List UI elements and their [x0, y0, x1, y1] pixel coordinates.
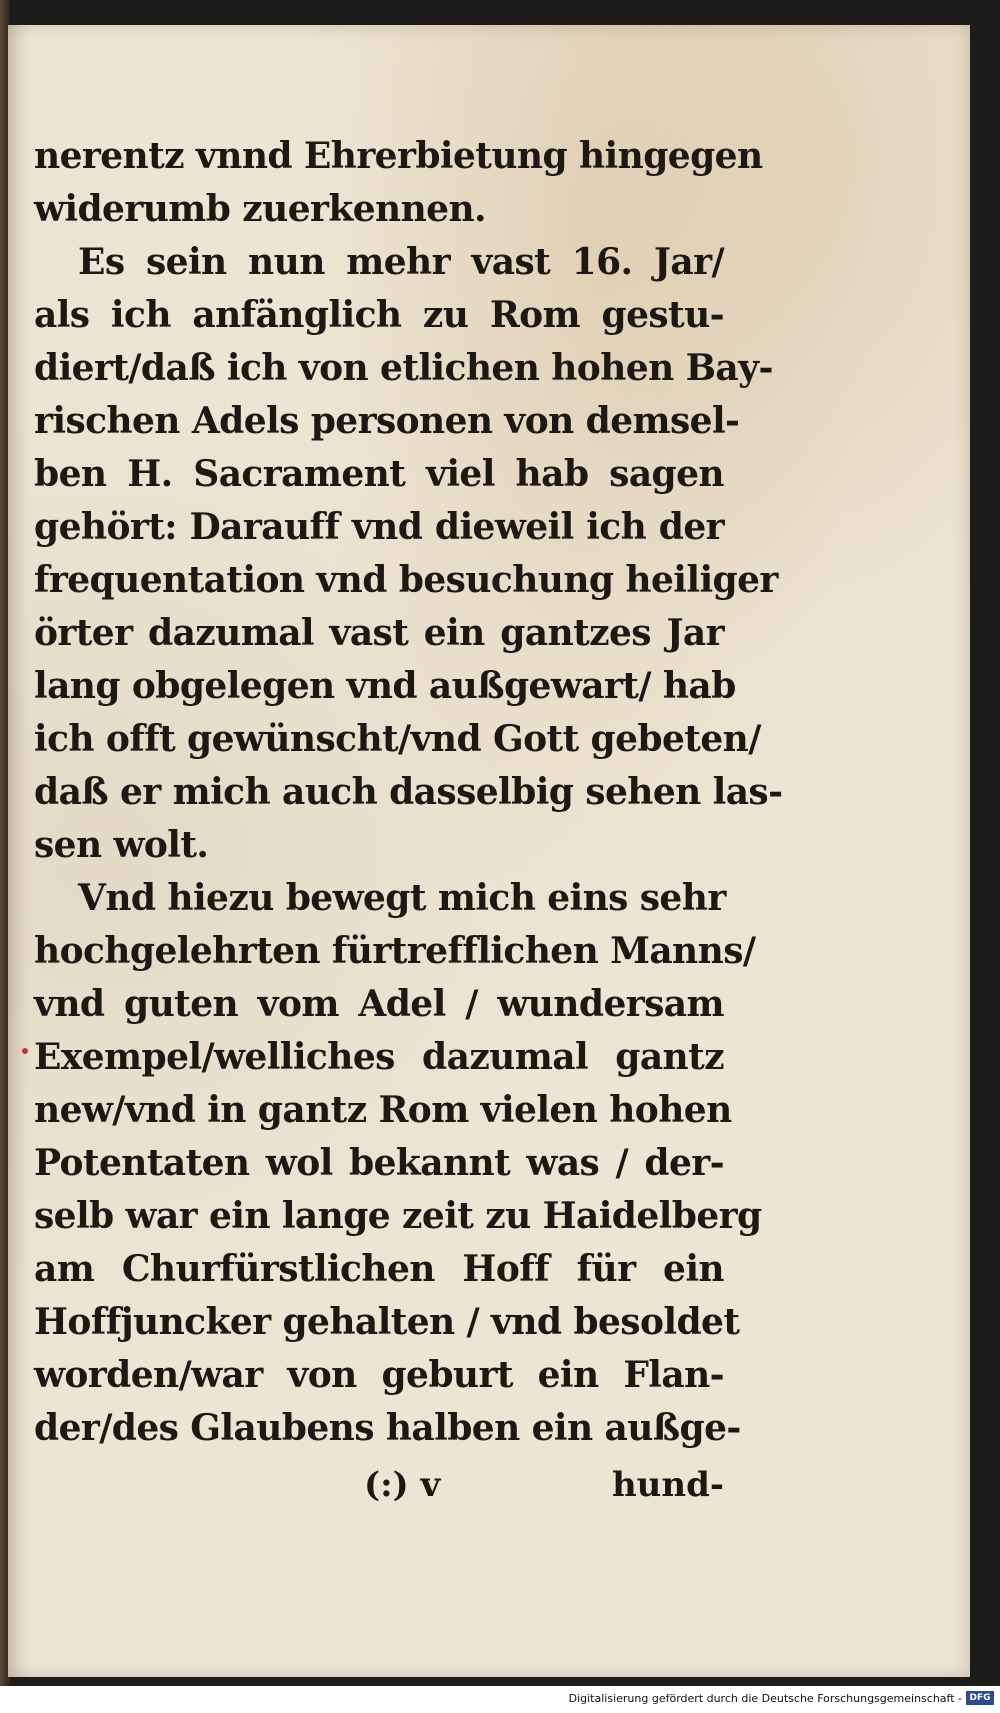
- text-line: daß er mich auch dasselbig sehen las-: [34, 771, 783, 813]
- dfg-logo-icon: DFG: [966, 1691, 994, 1705]
- text-line: new/vnd in gantz Rom vielen hohen: [34, 1089, 732, 1131]
- funding-credit: Digitalisierung gefördert durch die Deutsche Forschungsgemeinschaft -: [568, 1692, 962, 1705]
- text-line: sen wolt.: [34, 824, 209, 866]
- text-line: am Churfürstlichen Hoff für ein: [34, 1248, 724, 1290]
- footer: [0, 1686, 1000, 1713]
- text-line: rischen Adels personen von demsel-: [34, 400, 740, 442]
- text-line: Es sein nun mehr vast 16. Jar/: [78, 241, 724, 283]
- catch-row: [34, 1465, 724, 1515]
- signature-mark: (:) v: [364, 1465, 441, 1505]
- text-line: worden/war von geburt ein Flan-: [34, 1354, 724, 1396]
- text-line: als ich anfänglich zu Rom gestu-: [34, 294, 724, 336]
- text-line: Potentaten wol bekannt was / der-: [34, 1142, 724, 1184]
- text-line: Exempel/welliches dazumal gantz: [34, 1036, 724, 1078]
- text-line: lang obgelegen vnd außgewart/ hab: [34, 665, 736, 707]
- text-line: ich offt gewünscht/vnd Gott gebeten/: [34, 718, 761, 760]
- text-line: der/des Glaubens halben ein außge-: [34, 1407, 741, 1449]
- text-line: gehört: Darauff vnd dieweil ich der: [34, 506, 724, 548]
- text-line: widerumb zuerkennen.: [34, 188, 486, 230]
- text-line: vnd guten vom Adel / wundersam: [34, 983, 724, 1025]
- text-line: diert/daß ich von etlichen hohen Bay-: [34, 347, 773, 389]
- text-line: nerentz vnnd Ehrerbietung hingegen: [34, 135, 763, 177]
- text-line: selb war ein lange zeit zu Haidelberg: [34, 1195, 762, 1237]
- text-line: Hoffjuncker gehalten / vnd besoldet: [34, 1301, 740, 1343]
- text-line: örter dazumal vast ein gantzes Jar: [34, 612, 724, 654]
- text-line: Vnd hiezu bewegt mich eins sehr: [78, 877, 726, 919]
- red-ink-mark: [22, 1048, 28, 1054]
- text-line: frequentation vnd besuchung heiliger: [34, 559, 778, 601]
- catchword: hund-: [611, 1465, 724, 1505]
- text-line: hochgelehrten fürtrefflichen Manns/: [34, 930, 756, 972]
- page-text: [34, 130, 783, 1455]
- text-line: ben H. Sacrament viel hab sagen: [34, 453, 724, 495]
